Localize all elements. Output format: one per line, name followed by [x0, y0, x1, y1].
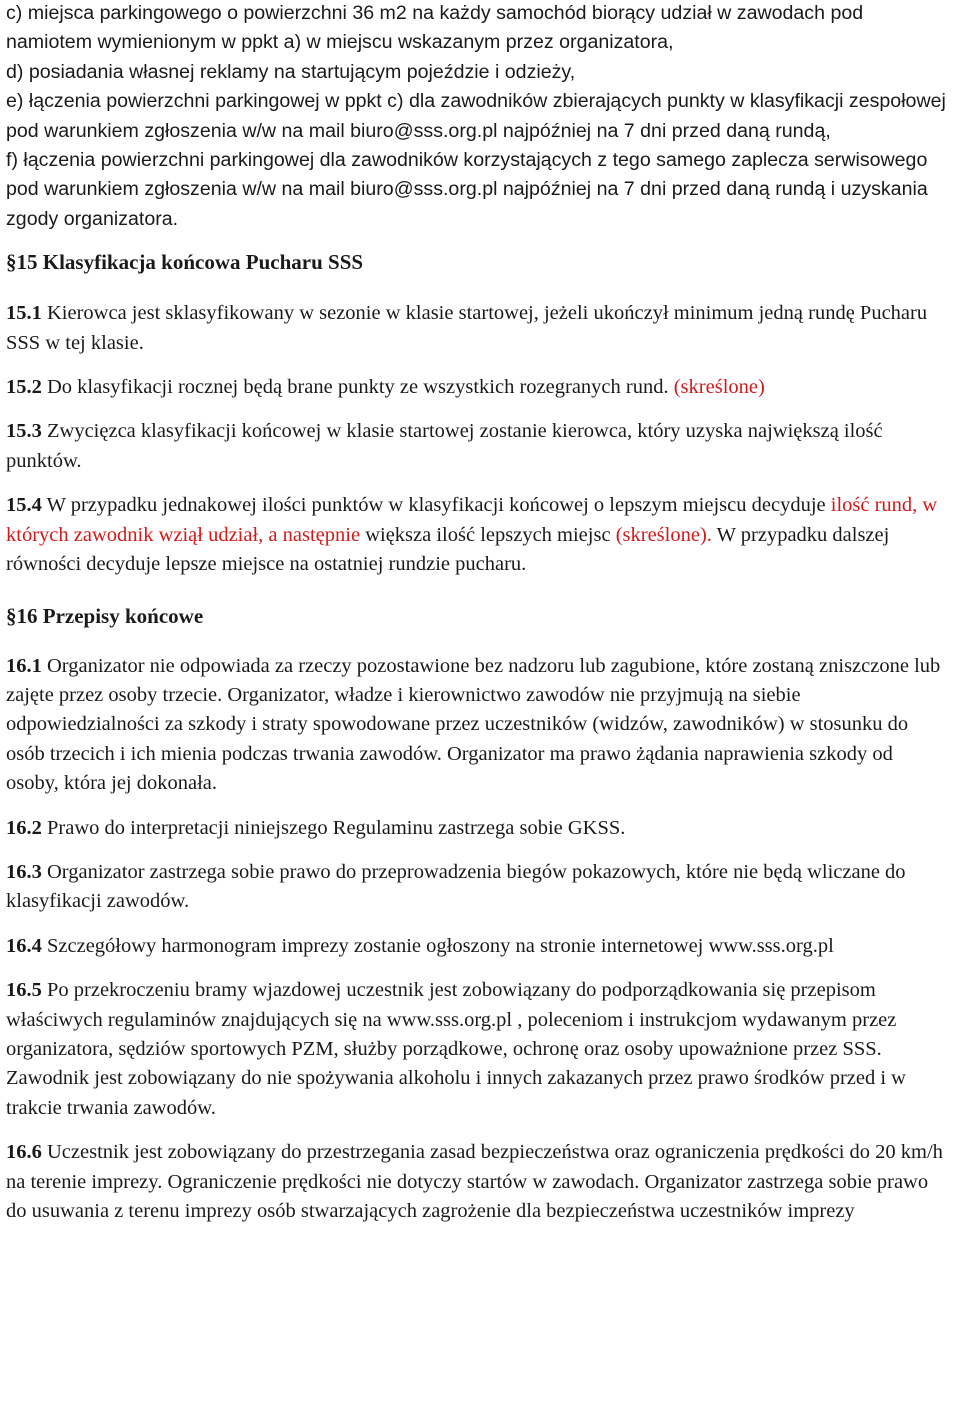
paragraph-number: 16.2: [6, 816, 42, 839]
paragraph-number: 15.4: [6, 494, 42, 517]
paragraph-number: 16.5: [6, 979, 42, 1002]
paragraph-text: Szczegółowy harmonogram imprezy zostanie ogłoszony na stronie internetowej www.sss.org.pl: [41, 934, 834, 957]
paragraph-number: 15.2: [6, 376, 42, 399]
list-item-f: f) łączenia powierzchni parkingowej dla zawodników korzystających z tego samego zaplecza serwisowego pod warunkiem zgłoszenia w/w na mail biuro@sss.org.pl najpóźniej na 7 dni przed daną rundą i uzyskania zgody organizatora.: [6, 149, 928, 230]
paragraph-15-4: [6, 491, 950, 579]
lead-list: [6, 0, 950, 234]
paragraph-15-3: [6, 417, 950, 476]
paragraph-text: W przypadku dalszej równości decyduje lepsze miejsce na ostatniej rundzie pucharu.: [6, 523, 890, 576]
struck-note: (skreślone): [673, 376, 765, 399]
paragraph-text: większa ilość lepszych miejsc: [360, 523, 616, 546]
paragraph-number: 16.6: [6, 1141, 42, 1164]
list-item-e: e) łączenia powierzchni parkingowej w ppkt c) dla zawodników zbierających punkty w klasyfikacji zespołowej pod warunkiem zgłoszenia w/w na mail biuro@sss.org.pl najpóźniej na 7 dni przed daną rundą,: [6, 90, 946, 142]
paragraph-text: Kierowca jest sklasyfikowany w sezonie w klasie startowej, jeżeli ukończył minimum jedną rundę Pucharu SSS w tej klasie.: [6, 302, 928, 354]
paragraph-text: Organizator nie odpowiada za rzeczy pozostawione bez nadzoru lub zagubione, które zostaną zniszczone lub zajęte przez osoby trzecie. Organizator, władze i kierownictwo zawodów nie przyjmują na siebie odpowiedzialności za szkody i straty spowodowane przez uczestników (widzów, zawodników) w stosunku do osób trzecich i ich mienia podczas trwania zawodów. Organizator ma prawo żądania naprawienia szkody od osoby, która jej dokonała.: [6, 654, 941, 795]
paragraph-number: 16.3: [6, 860, 42, 883]
paragraph-text: Prawo do interpretacji niniejszego Regulaminu zastrzega sobie GKSS.: [41, 816, 626, 839]
struck-note: (skreślone).: [615, 523, 712, 546]
paragraph-16-4: [6, 932, 950, 961]
list-item-d: d) posiadania własnej reklamy na startującym pojeździe i odzieży,: [6, 60, 576, 83]
section-16-heading: §16 Przepisy końcowe: [6, 603, 204, 628]
paragraph-number: 16.1: [6, 654, 42, 677]
paragraph-15-2: [6, 373, 950, 402]
paragraph-text: Do klasyfikacji rocznej będą brane punkty ze wszystkich rozegranych rund.: [41, 376, 674, 399]
paragraph-number: 15.3: [6, 420, 42, 443]
paragraph-text: W przypadku jednakowej ilości punktów w klasyfikacji końcowej o lepszym miejscu decyduje: [41, 494, 831, 517]
paragraph-number: 16.4: [6, 934, 42, 957]
paragraph-16-3: [6, 858, 950, 917]
paragraph-text: Uczestnik jest zobowiązany do przestrzegania zasad bezpieczeństwa oraz ograniczenia prędkości do 20 km/h na terenie imprezy. Ograniczenie prędkości nie dotyczy startów w zawodach. Organizator zastrzega sobie prawo do usuwania z terenu imprezy osób stwarzających zagrożenie dla bezpieczeństwa uczestników imprezy: [6, 1141, 943, 1222]
paragraph-text: Zwycięzca klasyfikacji końcowej w klasie startowej zostanie kierowca, który uzyska największą ilość punktów.: [6, 420, 883, 472]
paragraph-number: 15.1: [6, 302, 42, 325]
paragraph-16-5: [6, 976, 950, 1123]
amended-text: ilość rund, w których zawodnik wziął udział, a następnie: [6, 494, 938, 546]
list-item-c: c) miejsca parkingowego o powierzchni 36 m2 na każdy samochód biorący udział w zawodach pod namiotem wymienionym w ppkt a) w miejscu wskazanym przez organizatora,: [6, 2, 864, 54]
paragraph-text: Organizator zastrzega sobie prawo do przeprowadzenia biegów pokazowych, które nie będą wliczane do klasyfikacji zawodów.: [6, 860, 906, 913]
paragraph-15-1: [6, 299, 950, 358]
section-15-heading: §15 Klasyfikacja końcowa Pucharu SSS: [6, 250, 364, 275]
paragraph-16-1: [6, 652, 950, 799]
paragraph-16-6: [6, 1138, 950, 1226]
paragraph-16-2: [6, 814, 950, 843]
paragraph-text: Po przekroczeniu bramy wjazdowej uczestnik jest zobowiązany do podporządkowania się przepisom właściwych regulaminów znajdujących się na www.sss.org.pl , poleceniom i instrukcjom wydawanym przez organizatora, sędziów sportowych PZM, służby porządkowe, ochronę oraz osoby upoważnione przez SSS. Zawodnik jest zobowiązany do nie spożywania alkoholu i innych zakazanych przez prawo środków przed i w trakcie trwania zawodów.: [6, 979, 906, 1119]
